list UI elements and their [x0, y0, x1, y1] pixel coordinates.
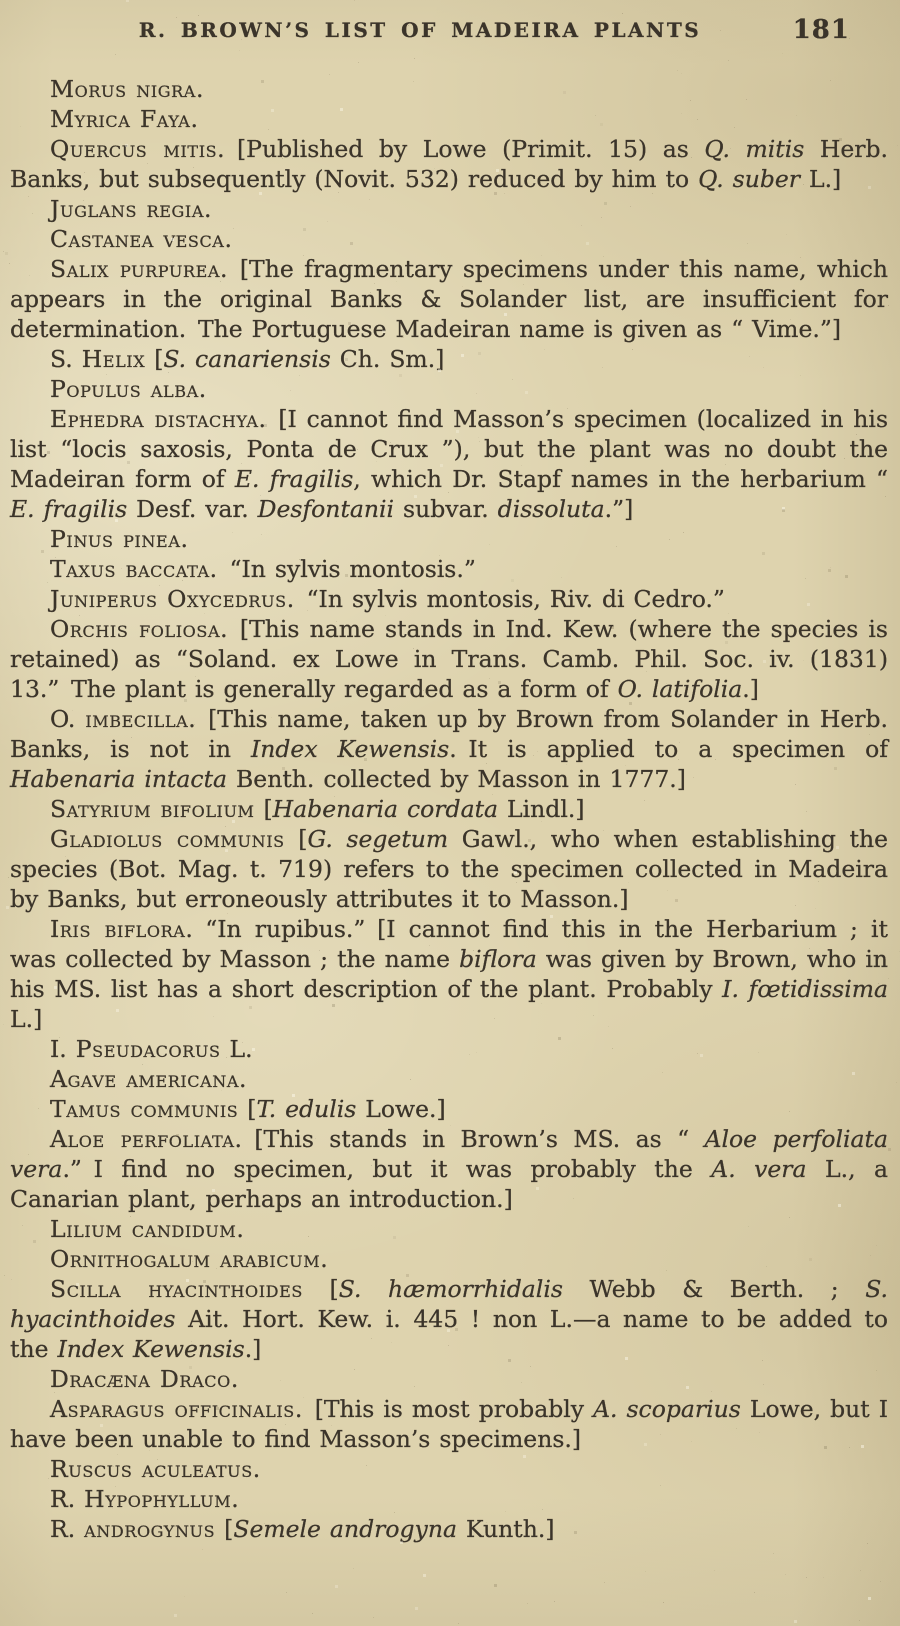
- entry-text: .]: [244, 1335, 262, 1363]
- plant-entry: [10, 254, 888, 344]
- species-name: Lilium candidum.: [50, 1215, 245, 1243]
- species-name: Pinus pinea.: [50, 525, 189, 553]
- species-name: Hypophyllum.: [84, 1485, 240, 1513]
- species-name: Castanea vesca.: [50, 225, 233, 253]
- species-name: Iris biflora.: [50, 915, 194, 943]
- plant-entry: [10, 104, 888, 134]
- species-name: Aloe perfoliata.: [50, 1125, 243, 1153]
- plant-entry: [10, 374, 888, 404]
- plant-entry: [10, 1094, 888, 1124]
- plant-entry: [10, 344, 888, 374]
- entry-text: I.: [50, 1035, 76, 1063]
- scan-noise-overlay: [0, 0, 1, 1]
- italic-term: T. edulis: [256, 1095, 357, 1123]
- italic-term: A. scoparius: [593, 1395, 741, 1423]
- species-name: Agave americana.: [50, 1065, 248, 1093]
- species-name: Helix: [81, 345, 146, 373]
- italic-term: Habenaria cordata: [272, 795, 499, 823]
- plant-entry: [10, 404, 888, 524]
- species-name: Morus nigra.: [50, 75, 205, 103]
- entry-text: [: [254, 795, 273, 823]
- species-name: Asparagus officinalis.: [50, 1395, 303, 1423]
- italic-term: Habenaria intacta: [10, 765, 228, 793]
- entry-text: .” I find no specimen, but it was probably the: [62, 1155, 712, 1183]
- entry-text: Kunth.]: [456, 1515, 555, 1543]
- plant-entry: [10, 1034, 888, 1064]
- species-name: Tamus communis: [50, 1095, 239, 1123]
- species-name: Ornithogalum arabicum.: [50, 1245, 329, 1273]
- entry-text: [Published by Lowe (Primit. 15) as: [225, 135, 705, 163]
- species-name: Satyrium bifolium: [50, 795, 255, 823]
- species-name: Ruscus aculeatus.: [50, 1455, 261, 1483]
- species-name: Populus alba.: [50, 375, 207, 403]
- plant-entry-list: [10, 74, 888, 1544]
- italic-term: Index Kewensis: [57, 1335, 245, 1363]
- entry-text: Lindl.]: [498, 795, 585, 823]
- entry-text: Ait. Hort. Kew. i. 445 ! non L.—a name to be added to the: [10, 1305, 888, 1363]
- plant-entry: [10, 1244, 888, 1274]
- plant-entry: [10, 224, 888, 254]
- entry-text: Lowe.]: [356, 1095, 446, 1123]
- italic-term: biflora: [459, 945, 537, 973]
- italic-term: S. canariensis: [163, 345, 331, 373]
- entry-text: Herb. Banks, but subsequently (Novit. 532) reduced by him to: [10, 135, 888, 193]
- entry-text: “In sylvis montosis, Riv. di Cedro.”: [294, 585, 725, 613]
- entry-text: Benth. collected by Masson in 1777.]: [227, 765, 686, 793]
- entry-text: [The fragmentary specimens under this name, which appears in the original Banks & Solander list, are insufficient for determination. The Portuguese Madeiran name is given as “ Vime.”]: [10, 255, 889, 343]
- entry-text: [This name, taken up by Brown from Solander in Herb. Banks, is not in: [10, 705, 888, 763]
- entry-text: [: [215, 1515, 234, 1543]
- entry-text: [: [145, 345, 164, 373]
- species-name: Myrica Faya.: [50, 105, 199, 133]
- plant-entry: [10, 1454, 888, 1484]
- entry-text: “In sylvis montosis.”: [217, 555, 476, 583]
- plant-entry: [10, 194, 888, 224]
- plant-entry: [10, 914, 888, 1034]
- entry-text: .]: [742, 675, 759, 703]
- italic-term: S. hæmorrhidalis: [338, 1275, 563, 1303]
- entry-text: L.]: [800, 165, 842, 193]
- plant-entry: [10, 1124, 888, 1214]
- entry-text: [: [302, 1275, 339, 1303]
- plant-entry: [10, 74, 888, 104]
- entry-text: . It is applied to a specimen of: [449, 735, 888, 763]
- entry-text: [: [238, 1095, 257, 1123]
- page-number: 181: [792, 15, 850, 45]
- plant-entry: [10, 1484, 888, 1514]
- running-title: R. BROWN’S LIST OF MADEIRA PLANTS: [138, 18, 702, 42]
- species-name: Pseudacorus: [75, 1035, 221, 1063]
- italic-term: E. fragilis: [10, 495, 128, 523]
- plant-entry: [10, 1064, 888, 1094]
- entry-text: R.: [50, 1485, 85, 1513]
- entry-text: [: [284, 825, 308, 853]
- entry-text: Gawl., who when establishing the species (Bot. Mag. t. 719) refers to the specimen collected in Madeira by Banks, but erroneously attributes it to Masson.]: [10, 825, 889, 913]
- page-header: [14, 16, 886, 50]
- entry-text: subvar.: [394, 495, 498, 523]
- plant-entry: [10, 584, 888, 614]
- italic-term: G. segetum: [307, 825, 449, 853]
- italic-term: A. vera: [711, 1155, 807, 1183]
- entry-text: Lowe, but I have been unable to find Masson’s specimens.]: [10, 1395, 889, 1453]
- species-name: imbecilla.: [85, 705, 197, 733]
- italic-term: O. latifolia: [617, 675, 743, 703]
- species-name: androgynus: [84, 1515, 216, 1543]
- italic-term: Semele androgyna: [233, 1515, 457, 1543]
- plant-entry: [10, 794, 888, 824]
- species-name: Dracæna Draco.: [50, 1365, 239, 1393]
- plant-entry: [10, 1214, 888, 1244]
- plant-entry: [10, 614, 888, 704]
- plant-entry: [10, 1274, 888, 1364]
- plant-entry: [10, 1364, 888, 1394]
- entry-text: [I cannot find Masson’s specimen (localized in his list “locis saxosis, Ponta de Crux ”), but the plant was no doubt the Madeiran form of: [10, 405, 889, 493]
- entry-text: , which Dr. Stapf names in the herbarium “: [353, 465, 889, 493]
- species-name: Gladiolus communis: [50, 825, 285, 853]
- plant-entry: [10, 824, 888, 914]
- species-name: Juniperus Oxycedrus.: [50, 585, 295, 613]
- italic-term: Index Kewensis: [250, 735, 450, 763]
- entry-text: L.: [220, 1035, 253, 1063]
- entry-text: Desf. var.: [127, 495, 258, 523]
- entry-text: Ch. Sm.]: [330, 345, 445, 373]
- species-name: Quercus mitis.: [50, 135, 226, 163]
- entry-text: Webb & Berth. ;: [562, 1275, 866, 1303]
- entry-text: was given by Brown, who in his MS. list has a short description of the plant. Probably: [10, 945, 888, 1003]
- plant-entry: [10, 134, 888, 194]
- plant-entry: [10, 1394, 888, 1454]
- italic-term: Q. suber: [698, 165, 801, 193]
- species-name: Orchis foliosa.: [50, 615, 229, 643]
- italic-term: Desfontanii: [257, 495, 395, 523]
- entry-text: [This is most probably: [302, 1395, 594, 1423]
- italic-term: Aloe perfoliata vera: [10, 1125, 889, 1183]
- italic-term: S. hyacinthoides: [10, 1275, 888, 1333]
- entry-text: “In rupibus.” [I cannot find this in the Herbarium ; it was collected by Masson ; the name: [10, 915, 888, 973]
- plant-entry: [10, 554, 888, 584]
- entry-text: R.: [50, 1515, 85, 1543]
- entry-text: L.]: [10, 1005, 43, 1033]
- entry-text: [This stands in Brown’s MS. as “: [242, 1125, 705, 1153]
- entry-text: [This name stands in Ind. Kew. (where the species is retained) as “Soland. ex Lowe in Trans. Camb. Phil. Soc. iv. (1831) 13.” The plant is generally regarded as a form of: [10, 615, 888, 703]
- entry-text: S.: [50, 345, 82, 373]
- entry-text: .”]: [604, 495, 634, 523]
- italic-term: dissoluta: [497, 495, 605, 523]
- species-name: Juglans regia.: [50, 195, 213, 223]
- plant-entry: [10, 704, 888, 794]
- italic-term: E. fragilis: [234, 465, 354, 493]
- plant-entry: [10, 524, 888, 554]
- plant-entry: [10, 1514, 888, 1544]
- italic-term: I. fœtidissima: [722, 975, 889, 1003]
- species-name: Salix purpurea.: [50, 255, 229, 283]
- entry-text: L., a Canarian plant, perhaps an introduction.]: [10, 1155, 889, 1213]
- species-name: Scilla hyacinthoides: [50, 1275, 303, 1303]
- italic-term: Q. mitis: [704, 135, 805, 163]
- entry-text: O.: [50, 705, 86, 733]
- species-name: Ephedra distachya.: [50, 405, 267, 433]
- species-name: Taxus baccata.: [50, 555, 218, 583]
